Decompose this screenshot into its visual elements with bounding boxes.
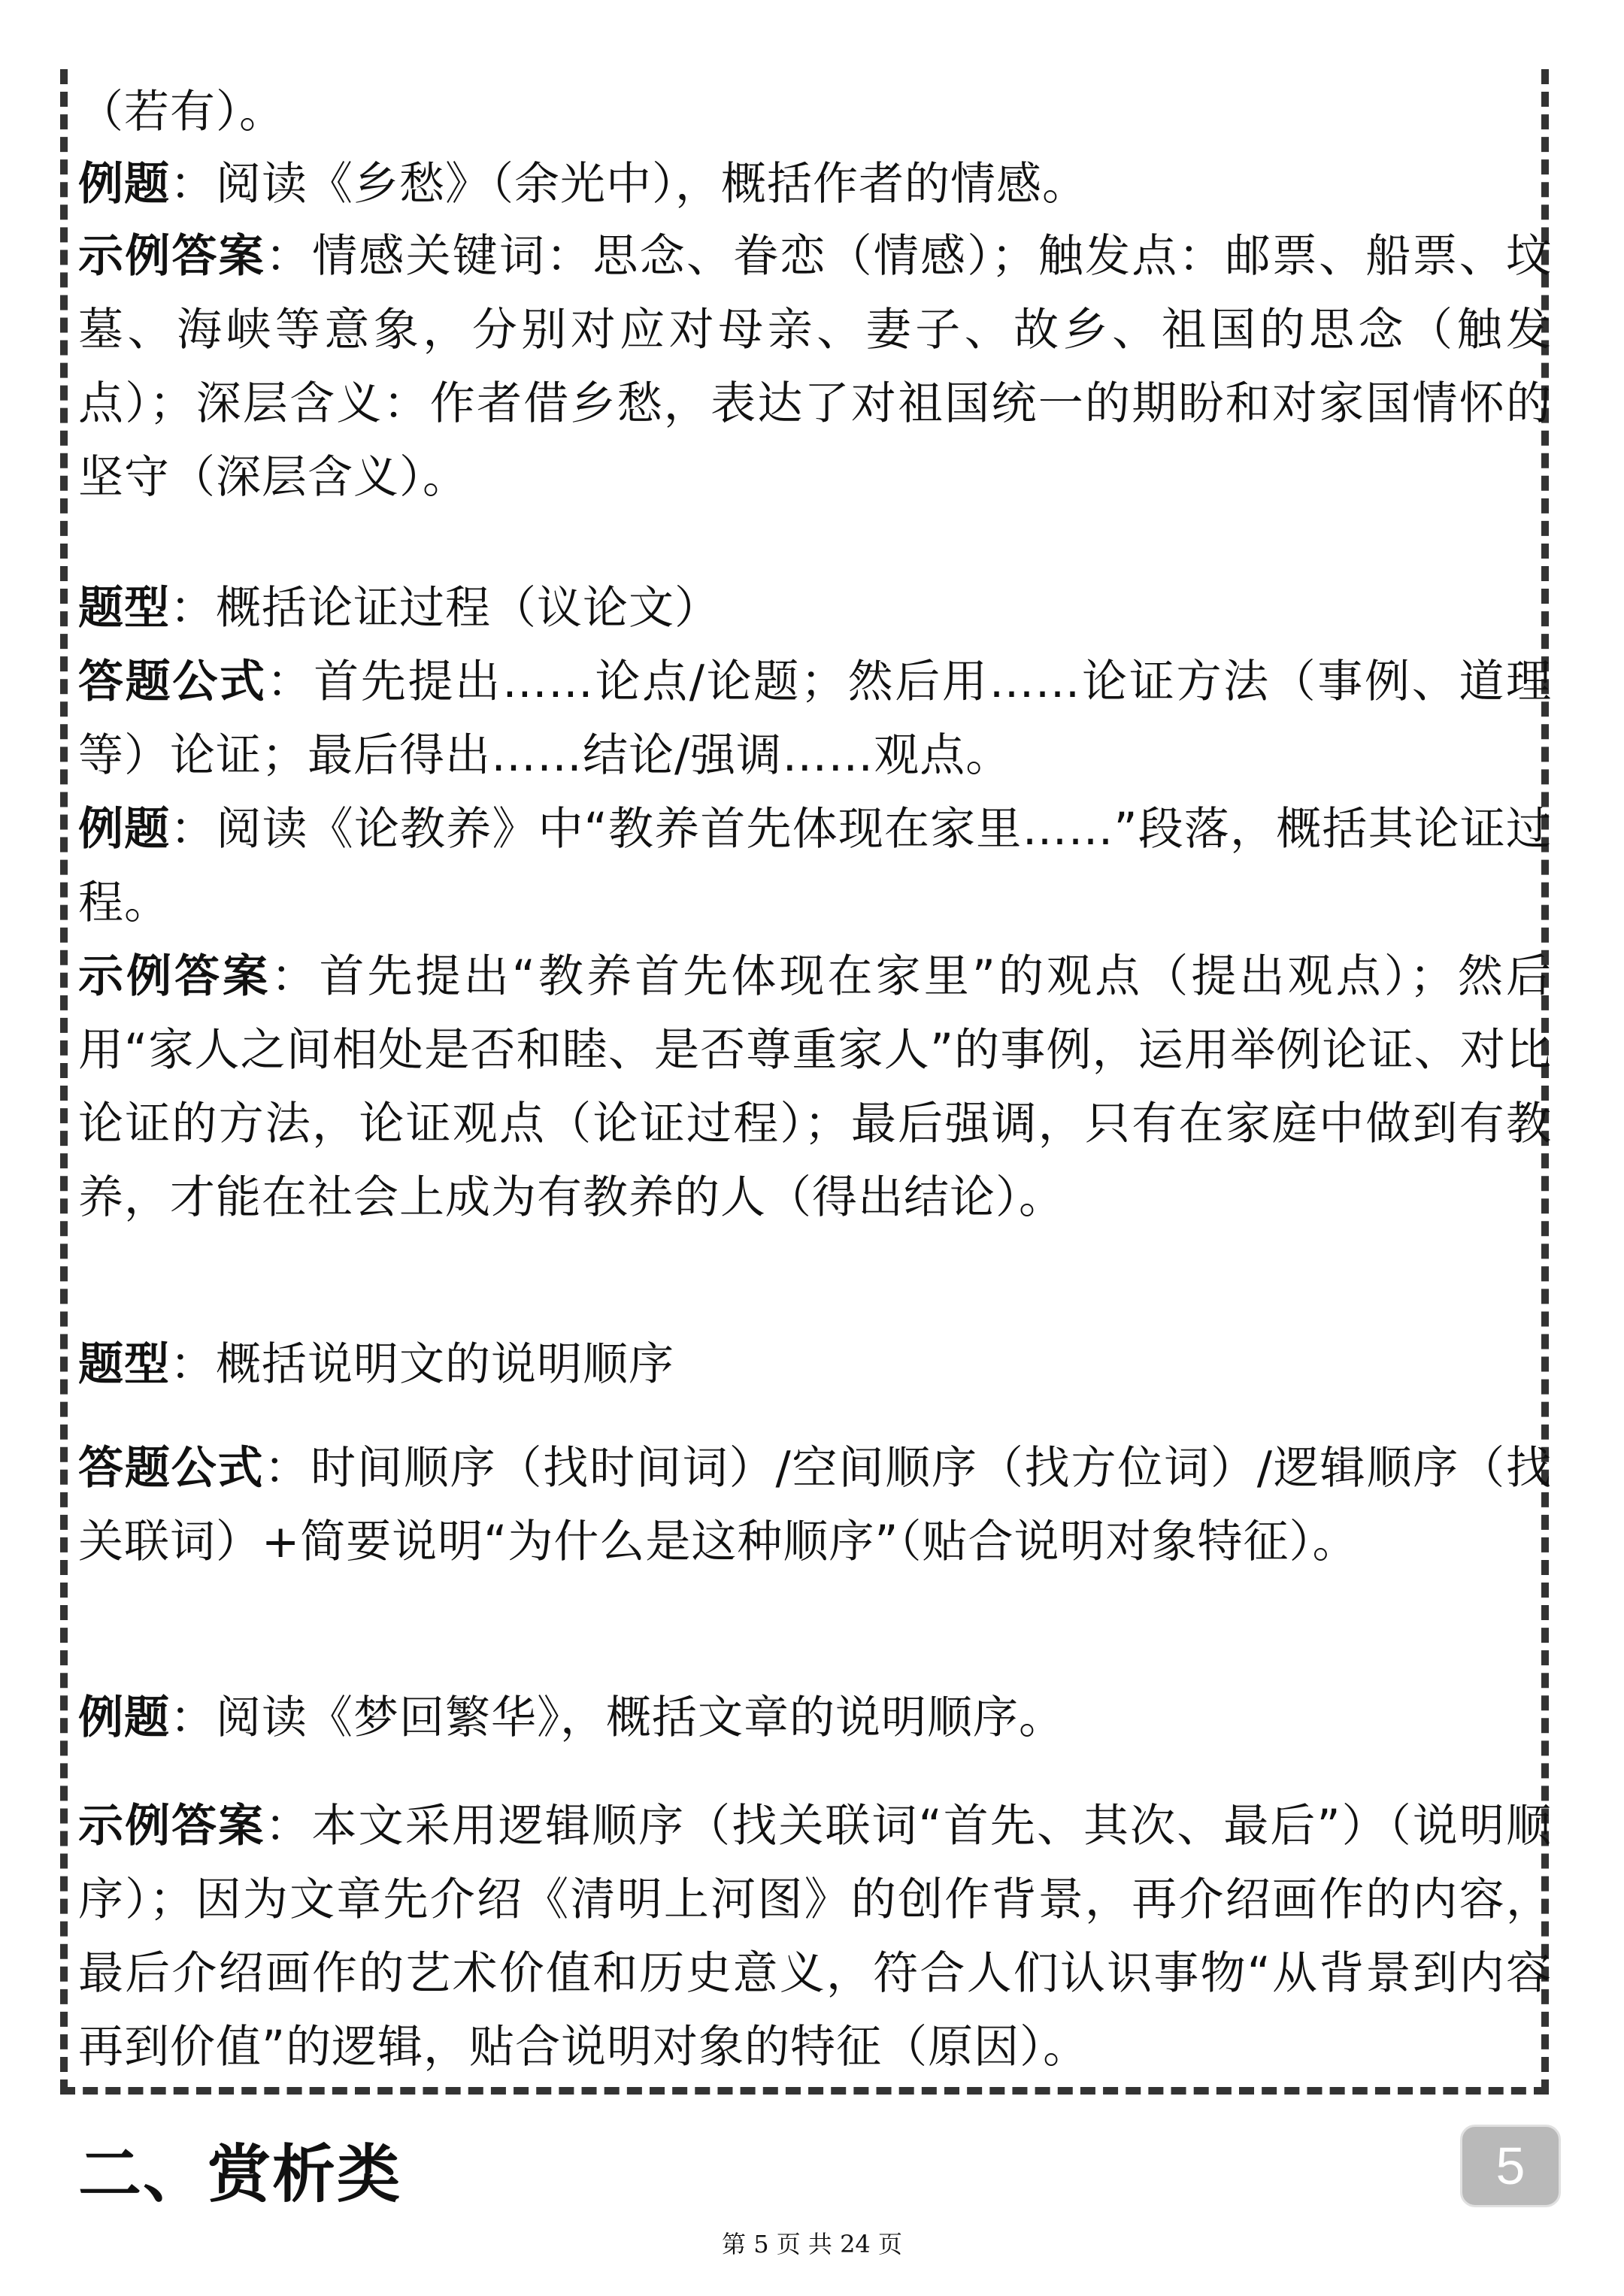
text-block (78, 75, 1552, 149)
section-title: 二、赏析类 (78, 2137, 402, 2211)
block-text: ：首先提出……论点/论题；然后用……论证方法（事例、道理等）论证；最后得出……结论/强调……观点。 (78, 656, 1552, 782)
block-label: 示例答案 (78, 230, 265, 283)
example-question (78, 792, 1552, 940)
block-label: 例题 (78, 803, 171, 856)
example-question (78, 1681, 1552, 1755)
block-text: ：情感关键词：思念、眷恋（情感）；触发点：邮票、船票、坟墓、海峡等意象，分别对应对母亲、妻子、故乡、祖国的思念（触发点）；深层含义：作者借乡愁，表达了对祖国统一的期盼和对家国情怀的坚守（深层含义）。 (78, 230, 1553, 504)
block-text: ：概括说明文的说明顺序 (170, 1338, 674, 1391)
block-text: ：阅读《梦回繁华》，概括文章的说明顺序。 (170, 1692, 1065, 1744)
question-type (78, 571, 1552, 645)
block-text: ：阅读《乡愁》（余光中），概括作者的情感。 (170, 158, 1088, 211)
page-number-badge: 5 (1460, 2125, 1561, 2207)
page-footer: 第 5 页 共 24 页 (722, 2230, 902, 2258)
example-answer (78, 940, 1552, 1234)
block-text: （若有）。 (78, 86, 285, 138)
block-text: ：阅读《论教养》中“教养首先体现在家里……”段落，概括其论证过程。 (78, 803, 1553, 929)
block-label: 答题公式 (78, 656, 267, 708)
example-question (78, 147, 1552, 221)
block-label: 例题 (78, 1692, 170, 1744)
answer-formula (78, 645, 1552, 792)
example-answer (78, 220, 1552, 514)
block-text: ：时间顺序（找时间词）/空间顺序（找方位词）/逻辑顺序（找关联词）+简要说明“为什么是这种顺序”（贴合说明对象特征）。 (78, 1442, 1552, 1568)
example-answer (78, 1789, 1552, 2084)
block-label: 示例答案 (78, 950, 271, 1003)
block-text: ：概括论证过程（议论文） (170, 582, 720, 635)
block-label: 答题公式 (78, 1442, 265, 1495)
block-label: 示例答案 (78, 1800, 265, 1852)
block-label: 题型 (78, 1338, 170, 1391)
block-text: ：首先提出“教养首先体现在家里”的观点（提出观点）；然后用“家人之间相处是否和睦、是否尊重家人”的事例，运用举例论证、对比论证的方法，论证观点（论证过程）；最后强调，只有在家庭中做到有教养，才能在社会上成为有教养的人（得出结论）。 (78, 950, 1553, 1224)
block-label: 例题 (78, 158, 170, 211)
question-type (78, 1328, 1552, 1401)
block-label: 题型 (78, 582, 170, 635)
block-text: ：本文采用逻辑顺序（找关联词“首先、其次、最后”）（说明顺序）；因为文章先介绍《清明上河图》的创作背景，再介绍画作的内容，最后介绍画作的艺术价值和历史意义，符合人们认识事物“从背景到内容再到价值”的逻辑，贴合说明对象的特征（原因）。 (78, 1800, 1553, 2073)
answer-formula (78, 1431, 1552, 1579)
